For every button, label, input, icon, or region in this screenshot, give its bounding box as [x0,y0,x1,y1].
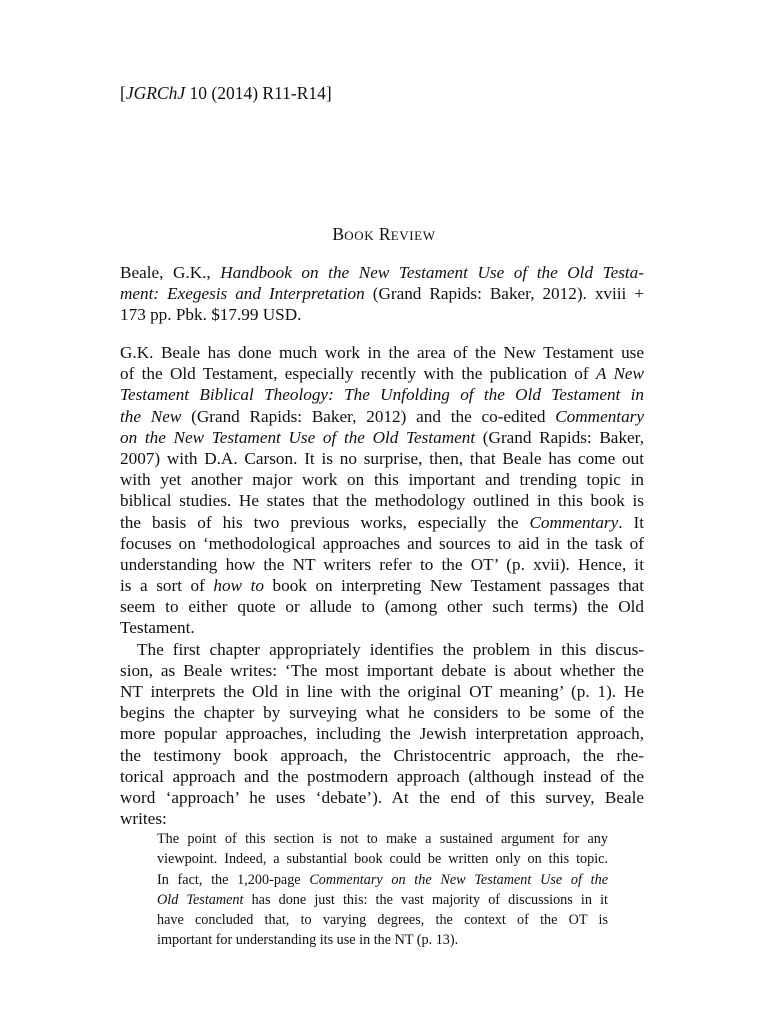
journal-reference [120,81,332,105]
body-text: (Grand Rapids: Baker, [475,427,644,447]
body-line: focuses on ‘methodological approaches and sources to aid in the task of [120,533,644,553]
body-line [120,575,644,596]
body-line [120,384,644,405]
body-text: . It [618,512,644,532]
body-line: torical approach and the postmodern approach (although instead of the [120,766,644,786]
body-line: G.K. Beale has done much work in the area of the New Testament use [120,343,644,362]
quote-line [157,870,608,890]
quote-italic: Old Testament [157,891,244,908]
body-text: book on interpreting New Testament passages that [263,576,644,596]
citation-title: ment: Exegesis and Interpretation [120,284,365,304]
citation-line: 173 pp. Pbk. $17.99 USD. [120,305,302,325]
body-line: begins the chapter by surveying what he considers to be some of the [120,703,644,723]
quote-text: has done just this: the vast majority of discussions in it [243,891,608,908]
quote-line: important for understanding its use in the NT (p. 13). [157,932,459,949]
body-text: is a sort of [120,576,214,596]
body-line: sion, as Beale writes: ‘The most important debate is about whether the [120,660,644,680]
body-text: the basis of his two previous works, especially the [120,512,530,532]
open-bracket: [ [120,83,126,103]
body-text: (Grand Rapids: Baker, 2012) and the co-edited [181,406,556,426]
body-line: 2007) with D.A. Carson. It is no surprise, then, that Beale has come out [120,448,644,468]
body-line: more popular approaches, including the Jewish interpretation approach, [120,724,644,744]
body-italic: how to [213,576,264,596]
citation-line [120,283,644,304]
review-body [120,342,644,829]
body-line: with yet another major work on this important and trending topic in [120,470,644,490]
body-line: NT interprets the Old in line with the original OT meaning’ (p. 1). He [120,682,644,701]
body-italic: Commentary [529,512,619,532]
body-italic: the New [120,406,182,426]
body-italic: Testament Biblical Theology: The Unfolding of the Old Testament in [120,385,644,405]
body-line [120,406,644,427]
body-line [120,512,644,533]
title-smallcaps: OOK [344,228,375,243]
quote-line: viewpoint. Indeed, a substantial book could be written only on this topic. [157,851,608,868]
body-italic: on the New Testament Use of the Old Testament [120,427,476,447]
citation-publisher: (Grand Rapids: Baker, 2012). xviii + [364,284,644,304]
block-quote [157,829,608,951]
body-line: biblical studies. He states that the methodology outlined in this book is [120,491,644,511]
body-line [120,427,644,448]
section-title [0,222,768,248]
quote-line: The point of this section is not to make a sustained argument for any [157,831,608,847]
body-line: writes: [120,809,167,829]
body-italic: A New [595,364,644,384]
body-line: The first chapter appropriately identifies the problem in this discus- [137,639,644,659]
citation-author: Beale, G.K., [120,263,221,282]
body-line: word ‘approach’ he uses ‘debate’). At the end of this survey, Beale [120,787,644,807]
quote-italic: Commentary on the New Testament Use of the [309,871,608,888]
title-initial: R [378,224,391,244]
body-line: Testament. [120,618,195,638]
body-text: of the Old Testament, especially recently with the publication of [120,364,596,384]
journal-abbreviation: JGRChJ [125,83,186,103]
quote-line: have concluded that, to varying degrees, the context of the OT is [157,912,608,929]
title-initial: B [332,224,345,244]
body-line: the testimony book approach, the Christocentric approach, the rhe- [120,745,644,765]
quote-line [157,890,608,910]
body-line [120,363,644,384]
citation-title: Handbook on the New Testament Use of the Old Testa- [220,263,644,282]
book-citation [120,262,644,326]
title-smallcaps: EVIEW [390,228,436,243]
journal-volume-pages: 10 (2014) R11-R14] [185,83,332,103]
body-italic: Commentary [555,406,644,426]
body-line: understanding how the NT writers refer to the OT’ (p. xvii). Hence, it [120,554,644,574]
citation-line [120,262,644,283]
body-line: seem to either quote or allude to (among other such terms) the Old [120,597,644,617]
quote-text: In fact, the 1,200-page [157,871,310,888]
